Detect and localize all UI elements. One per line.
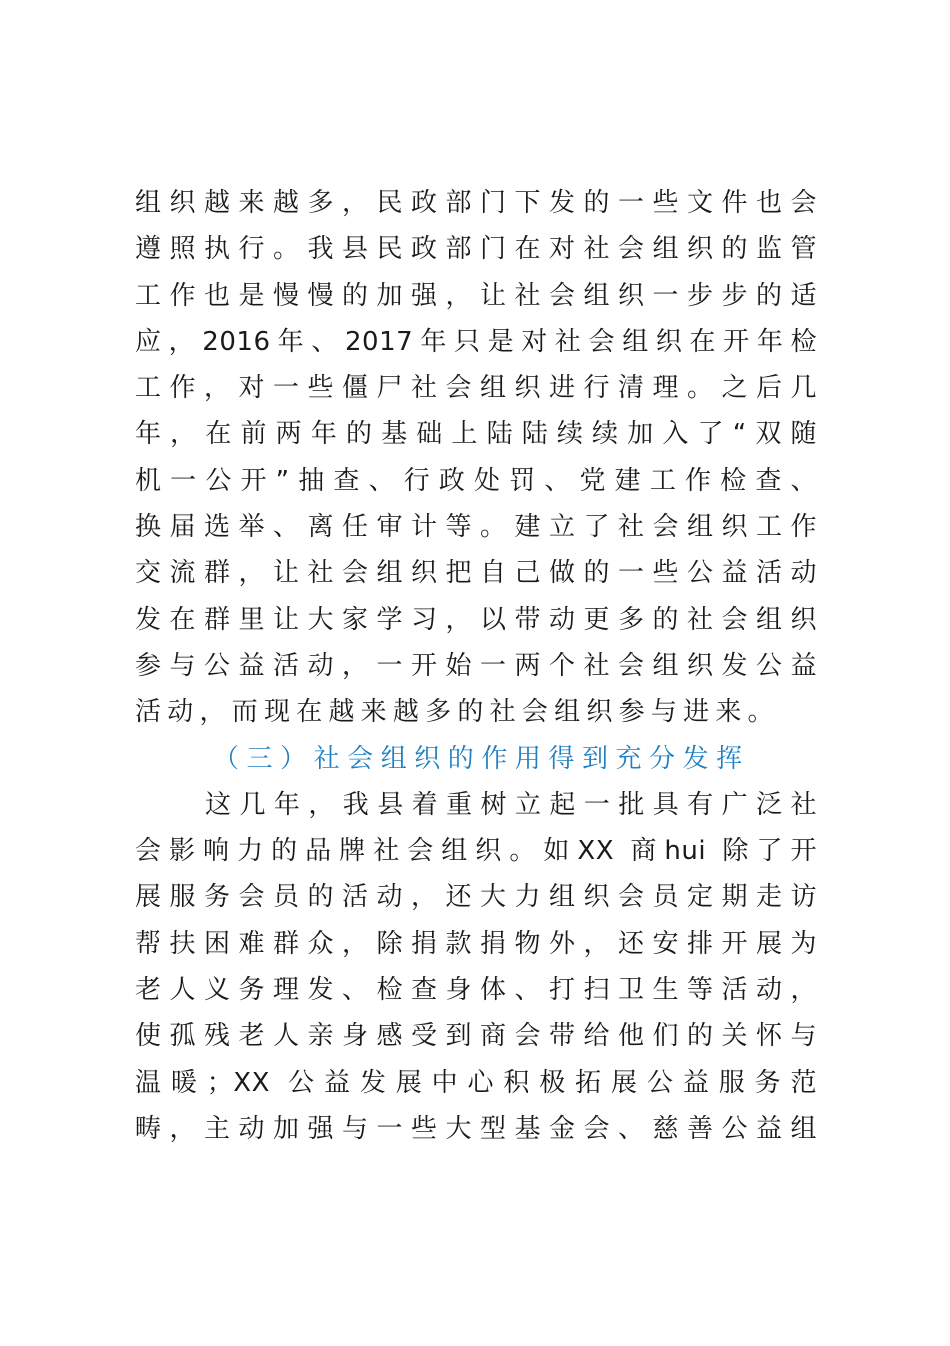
paragraph1-line-11: 参与公益活动，一开始一两个社会组织发公益 [135,650,817,681]
document-page [135,180,817,1152]
paragraph1-line-1: 组织越来越多，民政部门下发的一些文件也会 [135,188,817,218]
paragraph2-line-2: 会影响力的品牌社会组织。如XX 商hui 除了开 [135,836,817,867]
paragraph1-line-6: 年，在前两年的基础上陆陆续续加入了“双随 [135,419,817,450]
paragraph2-line-3: 展服务会员的活动，还大力组织会员定期走访 [135,882,817,913]
paragraph1-line-12: 活动，而现在越来越多的社会组织参与进来。 [135,697,780,728]
section-heading: （三）社会组织的作用得到充分发挥 [213,743,750,774]
paragraph1-line-8: 换届选举、离任审计等。建立了社会组织工作 [135,512,817,543]
paragraph1-line-5: 工作，对一些僵尸社会组织进行清理。之后几 [135,373,817,404]
paragraph2-line-8: 畴，主动加强与一些大型基金会、慈善公益组 [135,1113,817,1144]
paragraph2-line-6: 使孤残老人亲身感受到商会带给他们的关怀与 [135,1021,817,1052]
paragraph2-line-7: 温暖；XX 公益发展中心积极拓展公益服务范 [135,1067,817,1098]
paragraph1-line-2: 遵照执行。我县民政部门在对社会组织的监管 [135,234,817,265]
paragraph1-line-9: 交流群，让社会组织把自己做的一些公益活动 [135,558,817,589]
paragraph2-line-1: 这几年，我县着重树立起一批具有广泛社 [205,789,817,820]
paragraph1-line-3: 工作也是慢慢的加强，让社会组织一步步的适 [135,280,817,311]
paragraph1-line-10: 发在群里让大家学习，以带动更多的社会组织 [135,604,817,635]
paragraph1-line-7: 机一公开”抽查、行政处罚、党建工作检查、 [135,465,817,496]
paragraph2-line-5: 老人义务理发、检查身体、打扫卫生等活动， [135,975,817,1006]
paragraph2-line-4: 帮扶困难群众，除捐款捐物外，还安排开展为 [135,928,817,959]
paragraph1-line-4: 应，2016年、2017年只是对社会组织在开年检 [135,326,817,357]
